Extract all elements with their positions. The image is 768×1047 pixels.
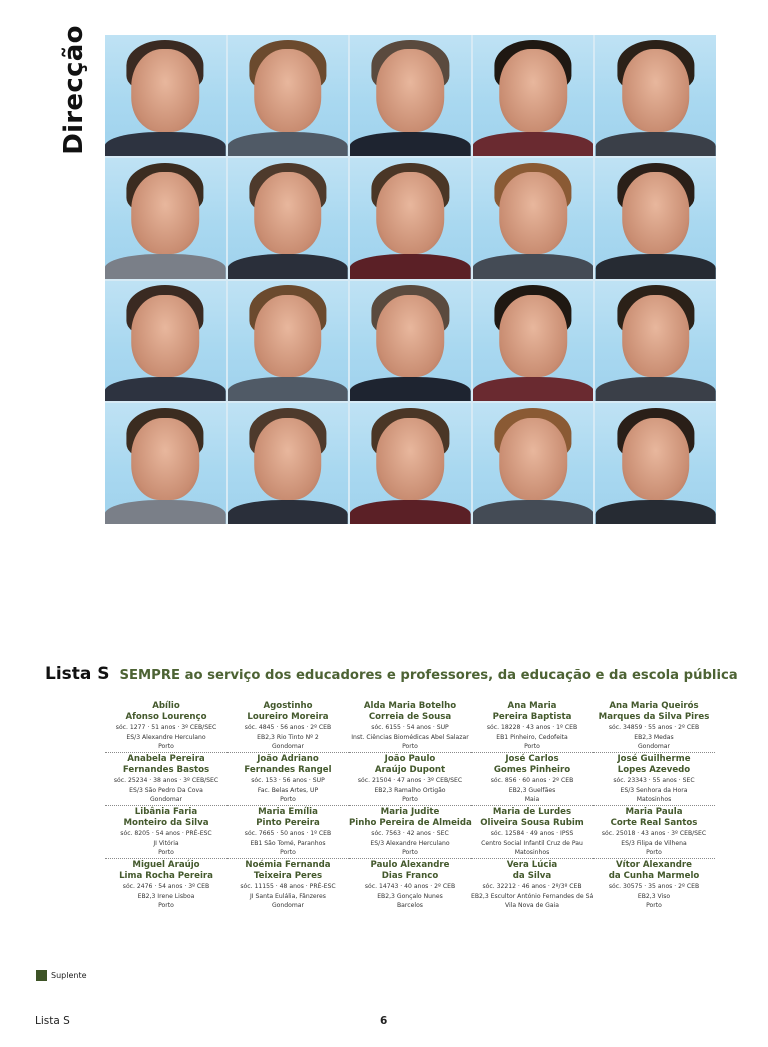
legend-label: Suplente [51, 971, 87, 980]
member-school: EB2,3 Viso [637, 892, 671, 900]
member-school: ES/3 Alexandre Herculano [126, 733, 206, 741]
members-grid [105, 700, 715, 912]
member-entry [227, 859, 349, 912]
portrait-shoulders [473, 132, 594, 156]
member-entry [593, 859, 715, 912]
member-location: Porto [646, 849, 662, 856]
member-surnames: Afonso Lourenço [125, 712, 207, 722]
list-slogan: SEMPRE ao serviço dos educadores e professores, da educação e da escola pública [119, 668, 738, 683]
portrait-face [622, 418, 690, 500]
portrait-shoulders [228, 254, 349, 278]
member-entry [227, 753, 349, 806]
member-first-names: João Paulo [384, 754, 436, 764]
member-location: Matosinhos [636, 796, 672, 803]
member-entry [593, 806, 715, 859]
member-surnames: Pereira Baptista [492, 712, 572, 722]
portrait-face [499, 49, 567, 131]
member-details: sóc. 7563 · 42 anos · SEC [371, 830, 449, 837]
portrait-shoulders [473, 254, 594, 278]
member-surnames: Fernandes Bastos [122, 765, 210, 775]
member-details: sóc. 2476 · 54 anos · 3º CEB [122, 883, 210, 890]
portrait-face [622, 295, 690, 377]
portrait-shoulders [350, 377, 471, 401]
portrait-shoulders [473, 377, 594, 401]
member-location: Vila Nova de Gaia [504, 902, 560, 909]
member-first-names: José Carlos [505, 754, 559, 764]
member-details: sóc. 8205 · 54 anos · PRÉ-ESC [120, 830, 212, 837]
member-entry [593, 753, 715, 806]
list-heading [45, 664, 738, 684]
member-entry [471, 700, 593, 753]
member-surnames: Pinto Pereira [256, 818, 320, 828]
member-photo [350, 281, 471, 402]
photo-grid [105, 35, 716, 524]
member-first-names: Maria Paula [625, 807, 683, 817]
member-first-names: Anabela Pereira [127, 754, 205, 764]
member-entry [471, 859, 593, 912]
footer-list-name: Lista S [35, 1015, 70, 1027]
portrait-shoulders [105, 377, 226, 401]
member-details: sóc. 12584 · 49 anos · IPSS [490, 830, 574, 837]
member-school: JI Santa Eulália, Fânzeres [250, 892, 326, 900]
member-first-names: Ana Maria Queirós [609, 701, 699, 711]
member-photo [473, 403, 594, 524]
portrait-face [132, 295, 200, 377]
member-surnames: Marques da Silva Pires [598, 712, 710, 722]
member-entry [471, 806, 593, 859]
member-location: Porto [280, 849, 296, 856]
portrait-shoulders [595, 132, 716, 156]
member-first-names: Abílio [152, 701, 180, 711]
member-location: Gondomar [637, 743, 671, 750]
member-school: Fac. Belas Artes, UP [257, 786, 319, 794]
member-entry [105, 753, 227, 806]
member-details: sóc. 1277 · 51 anos · 3º CEB/SEC [115, 724, 217, 731]
member-entry [105, 700, 227, 753]
member-photo [350, 35, 471, 156]
member-location: Porto [402, 796, 418, 803]
portrait-face [377, 49, 445, 131]
portrait-face [377, 172, 445, 254]
member-school: EB2,3 Guelfães [508, 786, 556, 794]
member-entry [227, 700, 349, 753]
legend [36, 970, 87, 981]
member-photo [228, 403, 349, 524]
member-first-names: Vítor Alexandre [616, 860, 692, 870]
member-details: sóc. 30575 · 35 anos · 2º CEB [608, 883, 700, 890]
member-location: Barcelos [397, 902, 423, 909]
member-details: sóc. 856 · 60 anos · 2º CEB [490, 777, 574, 784]
page-number: 6 [380, 1015, 388, 1027]
member-school: EB2,3 Ramalho Ortigão [374, 786, 446, 794]
member-surnames: Lopes Azevedo [617, 765, 691, 775]
member-surnames: Teixeira Peres [253, 871, 323, 881]
list-name: Lista S [45, 664, 110, 684]
section-title-vertical [55, 25, 93, 155]
member-photo [105, 35, 226, 156]
portrait-face [377, 418, 445, 500]
member-surnames: da Silva [512, 871, 552, 881]
member-school: EB2,3 Gonçalo Nunes [377, 892, 443, 900]
member-school: Centro Social Infantil Cruz de Pau [481, 839, 583, 847]
member-school: EB1 São Tomé, Paranhos [250, 839, 326, 847]
member-location: Porto [158, 849, 174, 856]
member-surnames: Corte Real Santos [610, 818, 698, 828]
member-details: sóc. 25018 · 43 anos · 3º CEB/SEC [601, 830, 707, 837]
member-school: ES/3 São Pedro Da Cova [129, 786, 203, 794]
member-school: EB2,3 Medas [634, 733, 674, 741]
portrait-shoulders [595, 254, 716, 278]
member-photo [595, 281, 716, 402]
member-location: Gondomar [271, 743, 305, 750]
member-details: sóc. 4845 · 56 anos · 2º CEB [244, 724, 332, 731]
member-school: EB2,3 Irene Lisboa [137, 892, 195, 900]
portrait-shoulders [105, 500, 226, 524]
member-photo [105, 158, 226, 279]
member-details: sóc. 6155 · 54 anos · SUP [371, 724, 449, 731]
member-details: sóc. 18228 · 43 anos · 1º CEB [486, 724, 578, 731]
member-school: ES/3 Senhora da Hora [620, 786, 688, 794]
member-surnames: Monteiro da Silva [123, 818, 209, 828]
member-first-names: Maria de Lurdes [492, 807, 572, 817]
portrait-face [254, 49, 322, 131]
member-entry [105, 859, 227, 912]
member-location: Porto [158, 902, 174, 909]
member-photo [350, 158, 471, 279]
member-details: sóc. 7665 · 50 anos · 1º CEB [244, 830, 332, 837]
portrait-shoulders [350, 500, 471, 524]
member-first-names: Libânia Faria [134, 807, 198, 817]
member-photo [473, 158, 594, 279]
member-surnames: da Cunha Marmelo [608, 871, 700, 881]
member-entry [593, 700, 715, 753]
member-location: Porto [158, 743, 174, 750]
member-location: Porto [280, 796, 296, 803]
member-photo [595, 158, 716, 279]
member-school: ES/3 Alexandre Herculano [370, 839, 450, 847]
member-surnames: Correia de Sousa [368, 712, 452, 722]
member-surnames: Araújo Dupont [374, 765, 446, 775]
member-first-names: Miguel Araújo [132, 860, 200, 870]
member-photo [350, 403, 471, 524]
portrait-shoulders [105, 254, 226, 278]
member-surnames: Fernandes Rangel [244, 765, 332, 775]
portrait-face [499, 418, 567, 500]
member-photo [228, 281, 349, 402]
member-location: Gondomar [271, 902, 305, 909]
section-title-text: Direcção [59, 25, 89, 155]
member-location: Maia [524, 796, 540, 803]
member-school: Inst. Ciências Biomédicas Abel Salazar [351, 733, 469, 741]
member-school: JI Vitória [153, 839, 179, 847]
member-first-names: Paulo Alexandre [370, 860, 450, 870]
member-surnames: Dias Franco [381, 871, 439, 881]
portrait-face [254, 172, 322, 254]
member-details: sóc. 23343 · 55 anos · SEC [613, 777, 695, 784]
member-entry [349, 859, 471, 912]
portrait-face [622, 172, 690, 254]
member-details: sóc. 153 · 56 anos · SUP [251, 777, 325, 784]
member-entry [227, 806, 349, 859]
portrait-face [499, 295, 567, 377]
member-entry [349, 753, 471, 806]
member-first-names: João Adriano [257, 754, 319, 764]
member-location: Gondomar [149, 796, 183, 803]
member-photo [473, 35, 594, 156]
portrait-face [254, 295, 322, 377]
member-surnames: Oliveira Sousa Rubim [480, 818, 584, 828]
member-photo [473, 281, 594, 402]
member-location: Porto [402, 743, 418, 750]
portrait-face [377, 295, 445, 377]
member-location: Matosinhos [514, 849, 550, 856]
member-first-names: Agostinho [263, 701, 313, 711]
member-photo [228, 35, 349, 156]
member-school: EB2,3 Rio Tinto Nº 2 [257, 733, 319, 741]
member-details: sóc. 25234 · 38 anos · 3º CEB/SEC [113, 777, 219, 784]
member-location: Porto [646, 902, 662, 909]
member-entry [349, 700, 471, 753]
member-first-names: Ana Maria [507, 701, 557, 711]
member-surnames: Lima Rocha Pereira [119, 871, 213, 881]
portrait-shoulders [350, 254, 471, 278]
member-surnames: Gomes Pinheiro [493, 765, 571, 775]
portrait-shoulders [473, 500, 594, 524]
portrait-shoulders [228, 377, 349, 401]
member-surnames: Loureiro Moreira [247, 712, 329, 722]
member-location: Porto [402, 849, 418, 856]
member-school: EB2,3 Escultor António Fernandes de Sá [471, 892, 594, 900]
member-entry [105, 806, 227, 859]
member-first-names: Maria Emília [258, 807, 318, 817]
portrait-shoulders [105, 132, 226, 156]
portrait-face [622, 49, 690, 131]
member-surnames: Pinho Pereira de Almeida [349, 818, 472, 828]
member-photo [105, 281, 226, 402]
portrait-shoulders [228, 500, 349, 524]
member-first-names: Alda Maria Botelho [363, 701, 457, 711]
member-first-names: Maria Judite [380, 807, 440, 817]
member-details: sóc. 34859 · 55 anos · 2º CEB [608, 724, 700, 731]
portrait-face [132, 49, 200, 131]
member-first-names: Noémia Fernanda [245, 860, 331, 870]
portrait-face [132, 418, 200, 500]
member-photo [105, 403, 226, 524]
portrait-face [254, 418, 322, 500]
member-details: sóc. 14743 · 40 anos · 2º CEB [364, 883, 456, 890]
member-photo [595, 403, 716, 524]
portrait-shoulders [595, 377, 716, 401]
portrait-shoulders [595, 500, 716, 524]
portrait-face [499, 172, 567, 254]
portrait-face [132, 172, 200, 254]
member-school: ES/3 Filipa de Vilhena [621, 839, 687, 847]
portrait-shoulders [350, 132, 471, 156]
member-details: sóc. 21504 · 47 anos · 3º CEB/SEC [357, 777, 463, 784]
member-entry [471, 753, 593, 806]
member-first-names: Vera Lúcia [506, 860, 558, 870]
portrait-shoulders [228, 132, 349, 156]
member-entry [349, 806, 471, 859]
member-details: sóc. 11155 · 48 anos · PRÉ-ESC [240, 883, 336, 890]
member-details: sóc. 32212 · 46 anos · 2º/3º CEB [482, 883, 582, 890]
member-photo [595, 35, 716, 156]
member-school: EB1 Pinheiro, Cedofeita [496, 733, 568, 741]
member-first-names: José Guilherme [617, 754, 691, 764]
suplente-swatch [36, 970, 47, 981]
member-location: Porto [524, 743, 540, 750]
member-photo [228, 158, 349, 279]
